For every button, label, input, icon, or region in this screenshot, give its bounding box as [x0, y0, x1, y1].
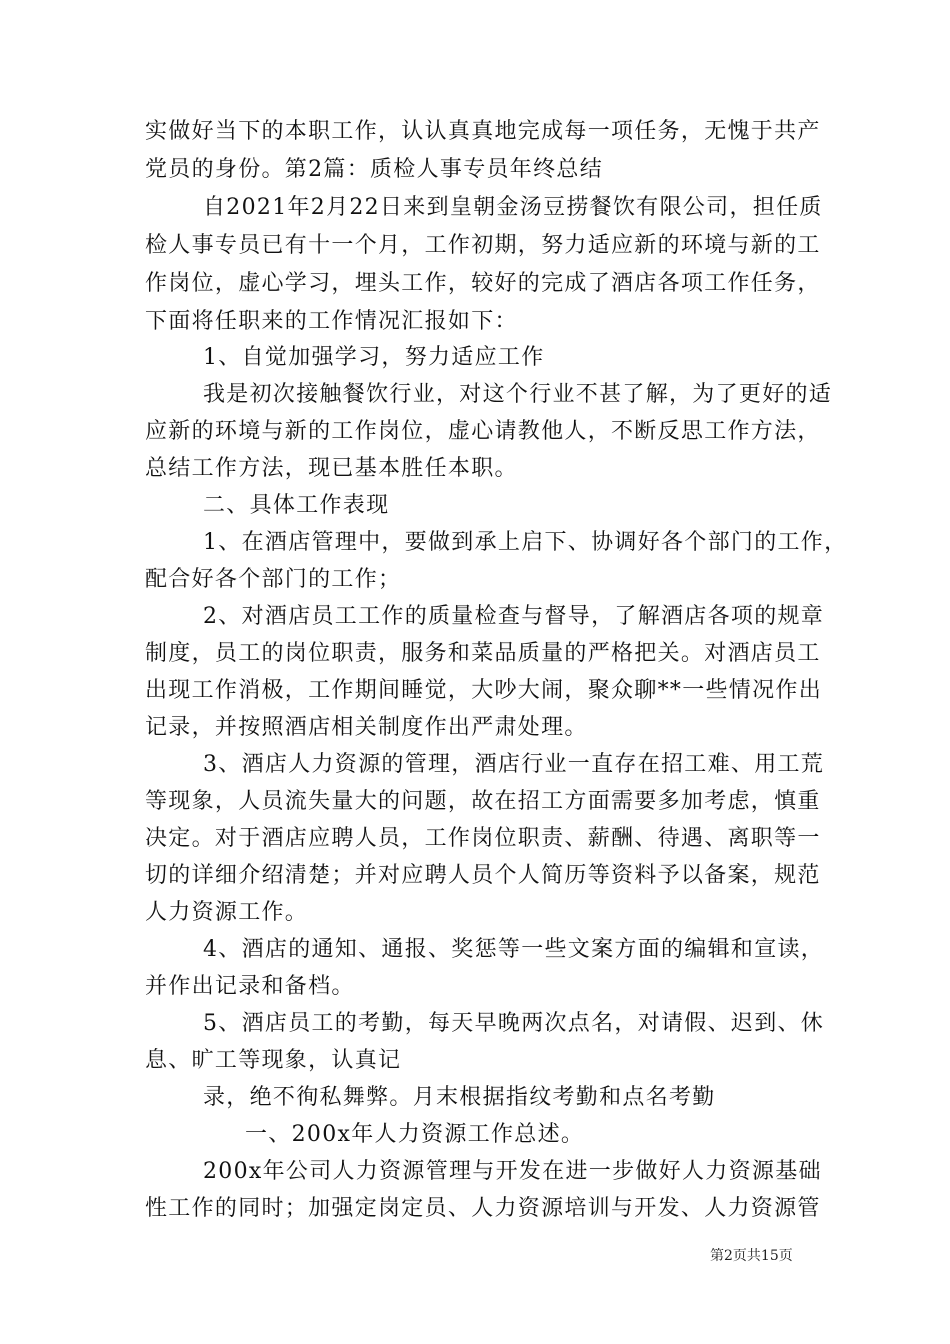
- text-line: 4、酒店的通知、通报、奖惩等一些文案方面的编辑和宣读，: [203, 937, 825, 962]
- text-line: 作岗位，虚心学习，埋头工作，较好的完成了酒店各项工作任务，: [145, 271, 821, 296]
- text-line: 检人事专员已有十一个月，工作初期，努力适应新的环境与新的工: [145, 233, 821, 258]
- text-line: 人力资源工作。: [145, 900, 309, 925]
- page-number-footer: 第2页共15页: [710, 1248, 793, 1264]
- text-line: 应新的环境与新的工作岗位，虚心请教他人，不断反思工作方法，: [145, 419, 821, 444]
- text-line: 录，绝不徇私舞弊。月末根据指纹考勤和点名考勤: [203, 1085, 716, 1110]
- text-line: 5、酒店员工的考勤，每天早晚两次点名，对请假、迟到、休: [203, 1011, 825, 1036]
- text-line: 切的详细介绍清楚；并对应聘人员个人简历等资料予以备案，规范: [145, 863, 821, 888]
- text-line: 等现象，人员流失量大的问题，故在招工方面需要多加考虑，慎重: [145, 789, 821, 814]
- text-line: 党员的身份。第2篇：质检人事专员年终总结: [145, 157, 603, 182]
- text-line: 3、酒店人力资源的管理，酒店行业一直存在招工难、用工荒: [203, 752, 825, 777]
- text-line: 总结工作方法，现已基本胜任本职。: [145, 456, 518, 481]
- text-line: 并作出记录和备档。: [145, 974, 355, 999]
- text-line: 记录，并按照酒店相关制度作出严肃处理。: [145, 715, 588, 740]
- text-line: 制度，员工的岗位职责，服务和菜品质量的严格把关。对酒店员工: [145, 641, 821, 666]
- text-line: 实做好当下的本职工作，认认真真地完成每一项任务，无愧于共产: [145, 119, 821, 144]
- text-line: 200x年公司人力资源管理与开发在进一步做好人力资源基础: [203, 1159, 822, 1184]
- text-line: 决定。对于酒店应聘人员，工作岗位职责、薪酬、待遇、离职等一: [145, 826, 821, 851]
- text-line: 出现工作消极，工作期间睡觉，大吵大闹，聚众聊**一些情况作出: [145, 678, 823, 703]
- text-line: 1、在酒店管理中，要做到承上启下、协调好各个部门的工作，: [203, 530, 848, 555]
- text-line: 2、对酒店员工工作的质量检查与督导，了解酒店各项的规章: [203, 604, 825, 629]
- text-line: 我是初次接触餐饮行业，对这个行业不甚了解，为了更好的适: [203, 382, 833, 407]
- text-line: 息、旷工等现象，认真记: [145, 1048, 402, 1073]
- text-line: 性工作的同时；加强定岗定员、人力资源培训与开发、人力资源管: [145, 1196, 821, 1221]
- section-heading: 一、200x年人力资源工作总述。: [245, 1122, 585, 1147]
- section-heading: 1、自觉加强学习，努力适应工作: [203, 345, 545, 370]
- text-line: 下面将任职来的工作情况汇报如下：: [145, 309, 518, 334]
- text-line: 配合好各个部门的工作；: [145, 567, 402, 592]
- text-line: 自2021年2月22日来到皇朝金汤豆捞餐饮有限公司，担任质: [203, 195, 823, 220]
- section-heading: 二、具体工作表现: [203, 493, 390, 518]
